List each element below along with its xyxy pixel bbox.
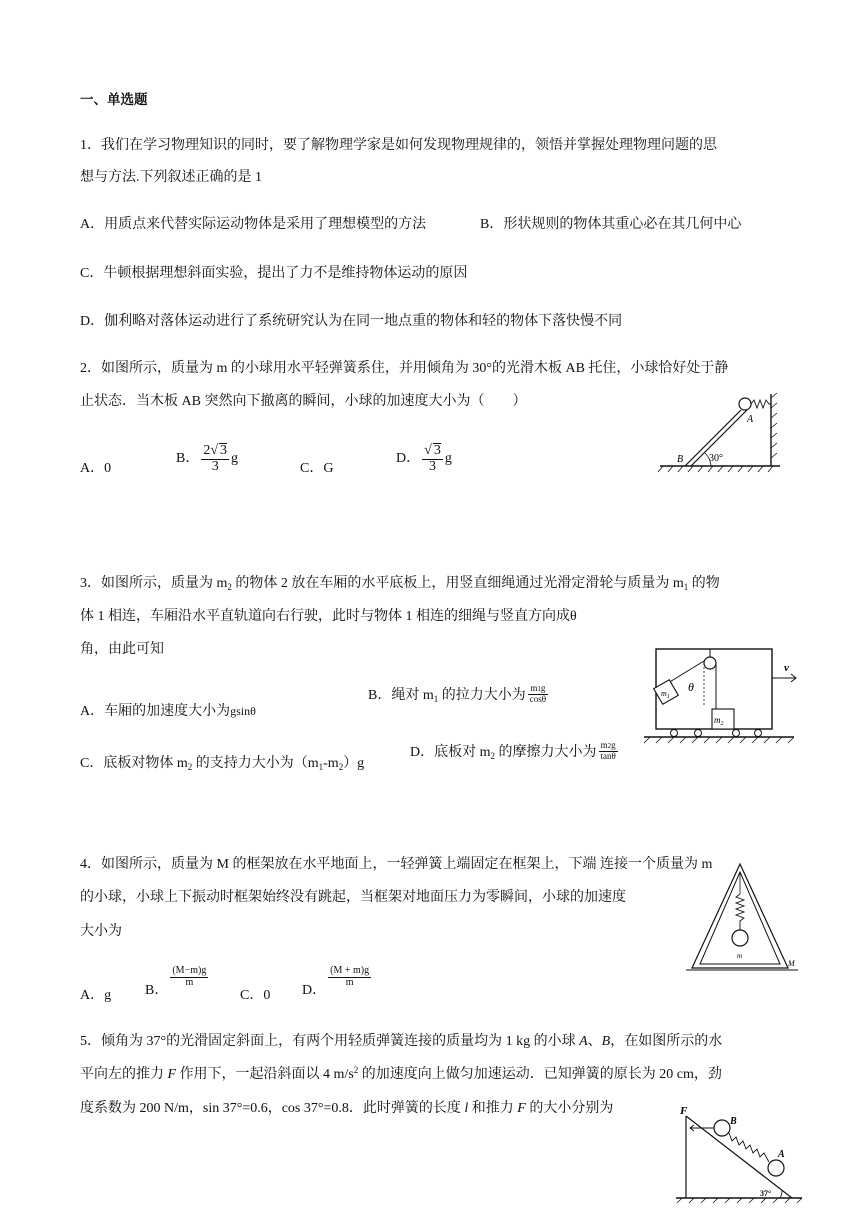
- q2-figure-label-b: B: [677, 454, 684, 465]
- q2-figure-angle: 30°: [709, 453, 723, 464]
- q3-option-d: D．底板对 $m_2$ 的摩擦力大小为 $\frac{m2g}{\tan\theta}$: [410, 740, 616, 761]
- q3-stem-line1: 3．如图所示，质量为 $m_2$ 的物体 2 放在车厢的水平底板上，用竖直细绳通过光滑定滑轮与质量为 $m_1$ 的物: [80, 576, 720, 592]
- q3-stem-line3: 角，由此可知: [80, 642, 164, 657]
- q2-figure: [655, 386, 790, 476]
- q3-option-b: B．绳对 $m_1$ 的拉力大小为 $\frac{m1g}{\cos\theta}$: [368, 683, 547, 704]
- q5-stem-line1: 5．倾角为 37°的光滑固定斜面上，有两个用轻质弹簧连接的质量均为 1 kg 的小球 A、B，在如图所示的水: [80, 1034, 723, 1049]
- q5-figure: [672, 1100, 807, 1204]
- q3-figure: [638, 645, 808, 745]
- q4-option-d: D． $\frac{(M + m)g}{m}$: [302, 965, 370, 999]
- q2-option-d: D． $\frac{√ 3}{3}$ g: [396, 443, 452, 474]
- q1-option-b: B．形状规则的物体其重心必在其几何中心: [480, 217, 742, 232]
- q3-option-b-fraction: $\frac{m1g}{\cos\theta}$: [529, 683, 547, 704]
- q5-figure-force-label: F: [680, 1105, 688, 1117]
- q3-option-a: A．车厢的加速度大小为gsinθ: [80, 704, 256, 719]
- q4-option-d-fraction: $\frac{(M + m)g}{m}$: [330, 965, 370, 988]
- q1-option-a: A．用质点来代替实际运动物体是采用了理想模型的方法: [80, 217, 427, 232]
- q2-option-b: B． $\frac{2√ 3}{3}$ g: [176, 443, 239, 474]
- q5-stem-line3: 度系数为 200 N/m，sin 37°=0.6，cos 37°=0.8．此时弹簧的长度 l 和推力 F 的大小分别为: [80, 1101, 614, 1116]
- q5-figure-angle: 37°: [760, 1189, 772, 1198]
- q5-stem-line2: 平向左的推力 F 作用下，一起沿斜面以 4 $m/s^2$ 的加速度向上做匀加速运动．已知弹簧的原长为 20 cm，劲: [80, 1065, 722, 1082]
- q4-stem-line1: 4．如图所示，质量为 M 的框架放在水平地面上，一轻弹簧上端固定在框架上，下端 连接一个质量为 m: [80, 857, 713, 872]
- q4-option-c: C．0: [240, 988, 271, 1003]
- q2-option-a: A．0: [80, 461, 112, 476]
- q4-figure: [684, 858, 800, 976]
- q4-stem-line2: 的小球，小球上下振动时框架始终没有跳起，当框架对地面压力为零瞬间，小球的加速度: [80, 890, 626, 905]
- q1-stem-line1: 1．我们在学习物理知识的同时，要了解物理学家是如何发现物理规律的，领悟并掌握处理物理问题的思: [80, 138, 717, 153]
- q2-stem-line2: 止状态．当木板 AB 突然向下撤离的瞬间，小球的加速度大小为（ ）: [80, 394, 527, 409]
- q4-stem-line3: 大小为: [80, 924, 122, 939]
- q4-figure-ball-label: m: [737, 952, 743, 960]
- q3-figure-theta: θ: [688, 680, 694, 694]
- q5-figure-ball-b: B: [730, 1116, 737, 1127]
- q4-figure-frame-label: M: [788, 959, 795, 968]
- q1-option-c: C．牛顿根据理想斜面实验，提出了力不是维持物体运动的原因: [80, 266, 468, 281]
- section-title: 一、单选题: [80, 92, 148, 107]
- q1-stem-line2: 想与方法.下列叙述正确的是 1: [80, 170, 262, 185]
- q3-option-c: C．底板对物体 $m_2$ 的支持力大小为$(m_1-m_2)g$: [80, 756, 365, 772]
- q4-option-a: A．g: [80, 988, 112, 1003]
- q2-option-b-fraction: $\frac{2√ 3}{3}$: [203, 443, 228, 474]
- q4-option-b-fraction: $\frac{(M-m)g}{m}$: [172, 965, 207, 988]
- q1-option-d: D．伽利略对落体运动进行了系统研究认为在同一地点重的物体和轻的物体下落快慢不同: [80, 314, 623, 329]
- q3-option-d-fraction: $\frac{m2g}{\tan\theta}$: [600, 740, 616, 761]
- q2-stem-line1: 2．如图所示，质量为 m 的小球用水平轻弹簧系住，并用倾角为 30°的光滑木板 AB 托住，小球恰好处于静: [80, 361, 729, 376]
- q3-figure-m2: $m_2$: [714, 715, 724, 727]
- q5-figure-ball-a: A: [778, 1149, 785, 1160]
- q3-stem-line2: 体 1 相连，车厢沿水平直轨道向右行驶，此时与物体 1 相连的细绳与竖直方向成θ: [80, 609, 577, 624]
- q2-option-c: C．G: [300, 461, 334, 476]
- q3-figure-m1: $m_1$: [661, 689, 670, 700]
- q3-figure-velocity: v: [784, 662, 789, 674]
- q4-option-b: B． $\frac{(M-m)g}{m}$: [145, 965, 207, 999]
- q2-option-d-fraction: $\frac{√ 3}{3}$: [424, 443, 441, 474]
- q2-figure-label-a: A: [747, 414, 754, 425]
